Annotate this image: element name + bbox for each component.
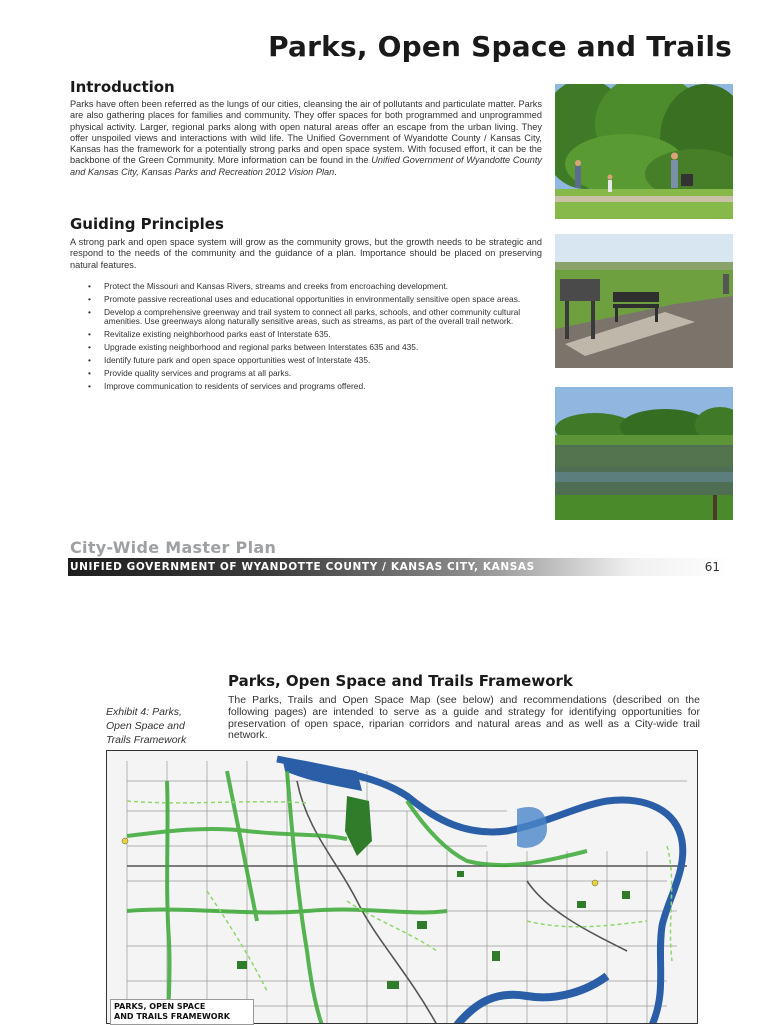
footer-org-name: UNIFIED GOVERNMENT OF WYANDOTTE COUNTY / KANSAS CITY, KANSAS [70, 561, 535, 573]
intro-text-end: . [334, 166, 337, 177]
page-number: 61 [704, 560, 720, 574]
principle-item: • Provide quality services and programs at all parks. [70, 369, 544, 379]
principle-item: • Identify future park and open space opportunities west of Interstate 435. [70, 356, 544, 366]
lake-photo [555, 387, 733, 520]
intro-text: Parks have often been referred as the lungs of our cities, cleansing the air of pollutants and particulate matter. Parks are also gathering places for families and community. They offer spaces for both programmed and unprogrammed physical activity. Larger, regional parks along with open natural areas offer an escape from the urban living. They offer unspoiled views and interactions with wild life. The Unified Government of Wyandotte County / Kansas City, Kansas has the framework for a potentially strong parks and open space system. With focused effort, it can be the backbone of the Green Community. More information can be found in the [70, 99, 542, 166]
framework-heading: Parks, Open Space and Trails Framework [228, 672, 573, 690]
introduction-paragraph [70, 99, 542, 178]
guiding-principles-list [70, 282, 544, 395]
kiosk-bench-photo [555, 234, 733, 368]
exhibit-caption: Exhibit 4: Parks, Open Space and Trails Framework [106, 706, 187, 746]
guiding-principles-paragraph: A strong park and open space system will grow as the community grows, but the growth needs to be strategic and respond to the needs of the community and the guidance of a plan. Importance should be placed on preserving natural features. [70, 237, 542, 270]
principle-item: • Protect the Missouri and Kansas Rivers, streams and creeks from encroaching development. [70, 282, 544, 292]
principle-item: • Develop a comprehensive greenway and trail system to connect all parks, schools, and other community cultural amenities. Use greenways along naturally sensitive areas, such as streams, as part of the overall trail network. [70, 308, 544, 327]
park-family-photo [555, 84, 733, 219]
page-title: Parks, Open Space and Trails [268, 30, 732, 63]
principle-item: • Revitalize existing neighborhood parks east of Interstate 635. [70, 330, 544, 340]
map-title-label [110, 999, 254, 1025]
city-wide-master-plan-label: City-Wide Master Plan [70, 538, 277, 557]
principle-item: • Improve communication to residents of services and programs offered. [70, 382, 544, 392]
principle-item: • Promote passive recreational uses and educational opportunities in environmentally sensitive open space areas. [70, 295, 544, 305]
map-title-line1: PARKS, OPEN SPACE [114, 1002, 206, 1011]
map-title-line2: AND TRAILS FRAMEWORK [114, 1012, 230, 1021]
framework-paragraph: The Parks, Trails and Open Space Map (see below) and recommendations (described on the following pages) are intended to serve as a guide and strategy for identifying opportunities for preservation of open space, riparian corridors and natural areas and as well as a City-wide trail network. [228, 694, 700, 742]
principle-item: • Upgrade existing neighborhood and regional parks between Interstates 635 and 435. [70, 343, 544, 353]
guiding-principles-heading: Guiding Principles [70, 215, 224, 233]
introduction-heading: Introduction [70, 78, 175, 96]
parks-trails-map [106, 750, 698, 1024]
intro-plan-reference: Unified Government of Wyandotte County and Kansas City, Kansas Parks and Recreation 2012 Vision Plan [70, 155, 542, 177]
